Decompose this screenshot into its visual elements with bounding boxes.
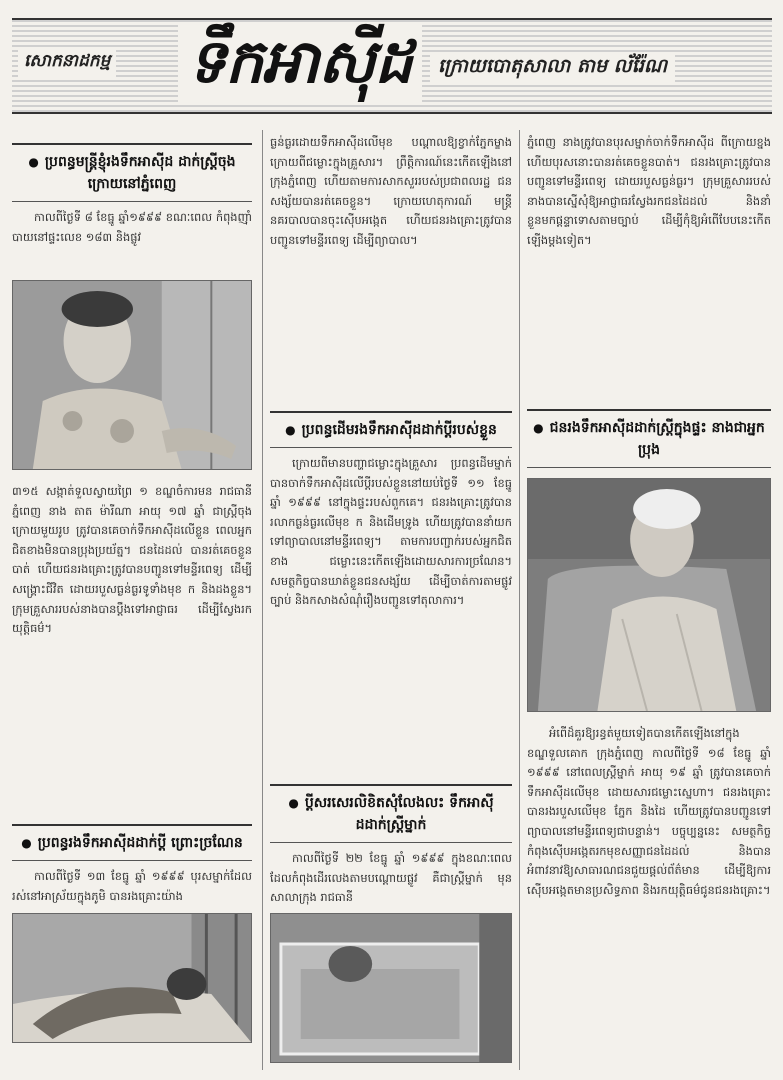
photo-victim-in-bed-image	[13, 914, 251, 1042]
column-divider	[519, 130, 520, 1070]
article-text: អំពើដ៏គួរឱ្យរន្ធត់មួយទៀតបានកើតឡើងនៅក្នុងខណ្ឌទួលគោក ក្រុងភ្នំពេញ កាលពីថ្ងៃទី ១៨ ខែធ្នូ ឆ្នាំ ១៩៩៩ នៅពេលស្ត្រីម្នាក់ អាយុ ១៩ ឆ្នាំ ត្រូវបានគេចាក់ទឹកអាស៊ីដលើមុខ ដោយសារជម្លោះស្នេហា។ ជនរងគ្រោះបានរងរបួសលើមុខ ភ្នែក និងដៃ ហើយត្រូវបានបញ្ជូនទៅព្យាបាលនៅមន្ទីរពេទ្យជាបន្ទាន់។ បច្ចុប្បន្ននេះ សមត្ថកិច្ចកំពុងស៊ើបអង្កេតរកមុខសញ្ញាជនដៃដល់ និងបានអំពាវនាវឱ្យសាធារណជនជួយផ្តល់ព័ត៌មាន ដើម្បីឱ្យការស៊ើបអង្កេតមានប្រសិទ្ធភាព និងរកយុត្តិធម៌ជូនជនរងគ្រោះ។	[527, 726, 771, 897]
column-2	[270, 133, 512, 1063]
bullet-icon: ●	[285, 423, 296, 437]
article-headline	[270, 411, 512, 448]
bullet-icon: ●	[21, 836, 32, 850]
article-headline-text: ប្រពន្ធដើមរងទឹកអាស៊ីដដាក់ប្តីរបស់ខ្លួន	[301, 422, 497, 438]
photo-bandaged-victim	[527, 478, 771, 712]
article-headline	[12, 143, 252, 202]
article-text: កាលពីថ្ងៃទី ១៣ ខែធ្នូ ឆ្នាំ ១៩៩៩ បុរសម្នាក់ដែលរស់នៅអាស្រ័យក្នុងភូមិ បានរងគ្រោះយ៉ាង	[12, 869, 252, 903]
article-headline-text: ប្រពន្ធមន្ត្រីខ្ញុំរងទឹកអាស៊ីដ ដាក់ស្ត្រីចុងក្រោយនៅភ្នំពេញ	[44, 154, 236, 192]
article-text: ក្រោយពីមានបញ្ហាជម្លោះក្នុងគ្រួសារ ប្រពន្ធដើមម្នាក់បានចាក់ទឹកអាស៊ីដលើប្តីរបស់ខ្លួននៅយប់ថ្ងៃទី ១១ ខែធ្នូ ឆ្នាំ ១៩៩៩ នៅក្នុងផ្ទះរបស់ពួកគេ។ ជនរងគ្រោះត្រូវបានរលាកធ្ងន់ធ្ងរលើមុខ ក និងដើមទ្រូង ហើយត្រូវបាននាំយកទៅព្យាបាលនៅមន្ទីរពេទ្យ។ តាមការបញ្ជាក់របស់អ្នកជិតខាង ជម្លោះនេះកើតឡើងដោយសារការច្រណែន។ សមត្ថកិច្ចបានឃាត់ខ្លួនជនសង្ស័យ ដើម្បីចាត់ការតាមផ្លូវច្បាប់ និងកសាងសំណុំរឿងបញ្ជូនទៅតុលាការ។	[270, 456, 512, 608]
headline-kicker-left: សោកនាដកម្ម	[18, 48, 116, 77]
photo-victim-in-bed	[12, 913, 252, 1043]
article-headline	[527, 409, 771, 468]
headline-kicker-right: ក្រោយបោតុសាលា តាម ល័រ៉ែណ	[430, 52, 675, 84]
column-divider	[262, 130, 263, 1070]
column-1	[12, 143, 252, 1043]
article-text: ធ្ងន់ធ្ងរដោយទឹកអាស៊ីដលើមុខ បណ្តាលឱ្យខ្វាក់ភ្នែកម្ខាង ក្រោយពីជម្លោះក្នុងគ្រួសារ។ ព្រឹត្តិការណ៍នេះកើតឡើងនៅក្រុងភ្នំពេញ ហើយតាមការសាកសួររបស់ប្រជាពលរដ្ឋ ជនសង្ស័យបានរត់គេចខ្លួន។ ក្រោយហេតុការណ៍ មន្ត្រីនគរបាលបានចុះស៊ើបអង្កេត ហើយជនរងគ្រោះត្រូវបានបញ្ជូនទៅមន្ទីរពេទ្យ ដើម្បីព្យាបាល។	[270, 135, 512, 247]
bullet-icon: ●	[533, 421, 544, 435]
article-text: កាលពីថ្ងៃទី ៨ ខែធ្នូ ឆ្នាំ១៩៩៩ ខណៈពេល កំពុងញ៉ាំបាយនៅផ្ទះលេខ ១៨៣ និងផ្លូវ	[12, 210, 252, 244]
article-headline-text: ជនរងទឹកអាស៊ីដដាក់ស្ត្រីក្នុងផ្ទះ នាងជាអ្នកប្រុង	[549, 420, 765, 458]
bullet-icon: ●	[28, 155, 39, 169]
photo-burned-victim	[12, 280, 252, 470]
column-3	[527, 133, 771, 1074]
bullet-icon: ●	[288, 796, 299, 810]
headline-title: ទឹកអាស៊ីដ	[178, 22, 422, 102]
photo-victim-bathtub	[270, 913, 512, 1063]
article-text: ភ្នំពេញ នាងត្រូវបានបុរសម្នាក់ចាក់ទឹកអាស៊ីដ ពីក្រោយខ្នង ហើយបុរសនោះបានរត់គេចខ្លួនបាត់។ ជនរងគ្រោះត្រូវបានបញ្ជូនទៅមន្ទីរពេទ្យ ដោយរបួសធ្ងន់ធ្ងរ។ ក្រុមគ្រួសាររបស់នាងបានស្នើសុំឱ្យអាជ្ញាធរស្វែងរកជនដៃដល់ និងនាំខ្លួនមកផ្តន្ទាទោសតាមច្បាប់ ដើម្បីកុំឱ្យអំពើបែបនេះកើតឡើងម្តងទៀត។	[527, 135, 771, 247]
article-text: កាលពីថ្ងៃទី ២២ ខែធ្នូ ឆ្នាំ ១៩៩៩ ក្នុងខណៈពេលដែលកំពុងដើរលេងតាមបណ្តោយផ្លូវ គឺជាស្ត្រីម្នាក់ មុនសាលាក្រុង រាជធានី	[270, 851, 512, 905]
article-text: ៣១៥ សង្កាត់ទួលស្វាយព្រៃ ១ ខណ្ឌចំការមន រាជធានីភ្នំពេញ នាង តាត ម៉ារីណា អាយុ ១៧ ឆ្នាំ ជាស្ត្រីចុងក្រោយមួយរូប ត្រូវបានគេចាក់ទឹកអាស៊ីដលើខ្លួន ពេលអ្នកជិតខាងមិនបានប្រុងប្រយ័ត្ន។ ជនដៃដល់ បានរត់គេចខ្លួនបាត់ ហើយជនរងគ្រោះត្រូវបានបញ្ជូនទៅមន្ទីរពេទ្យ ដើម្បីសង្គ្រោះជីវិត ដោយរបួសធ្ងន់ធ្ងរទូទាំងមុខ ក និងដងខ្លួន។ ក្រុមគ្រួសាររបស់នាងបានប្តឹងទៅអាជ្ញាធរ ដើម្បីស្វែងរកយុត្តិធម៌។	[12, 484, 252, 636]
photo-bandaged-victim-image	[528, 479, 770, 711]
article-headline	[12, 824, 252, 861]
article-headline-text: ប្រពន្ធរងទឹកអាស៊ីដដាក់ប្តី ព្រោះច្រណែន	[37, 835, 243, 851]
photo-burned-victim-image	[13, 281, 251, 469]
photo-victim-bathtub-image	[271, 914, 511, 1062]
article-headline-text: ប្តីសរសេរលិខិតសុំលែងលះ ទឹកអាស៊ីដដាក់ស្ត្រីម្នាក់	[304, 795, 494, 833]
article-headline	[270, 784, 512, 843]
